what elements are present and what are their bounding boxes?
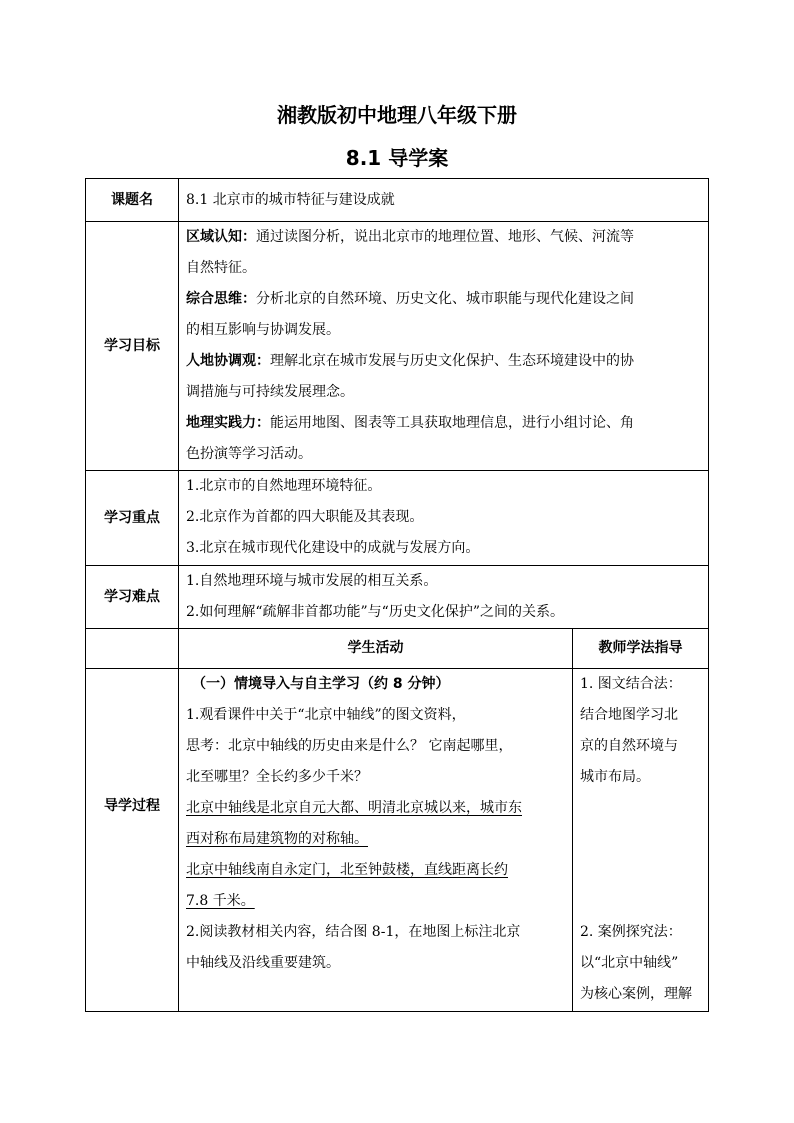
guidance-line: 1. 图文结合法： <box>580 676 682 692</box>
teacher-guidance-content <box>573 669 709 1012</box>
guidance-line: 以“北京中轴线” <box>580 955 679 971</box>
topic-text: 8.1 北京市的城市特征与建设成就 <box>186 191 395 208</box>
key-point-item: 3.北京在城市现代化建设中的成就与发展方向。 <box>186 540 480 556</box>
difficulties-content <box>179 566 709 629</box>
lesson-plan-table <box>85 178 709 1012</box>
goal-line: 的相互影响与协调发展。 <box>186 322 340 338</box>
question-line: 1.观看课件中关于“北京中轴线”的图文资料， <box>186 707 466 723</box>
question-line: 北至哪里？全长约多少千米？ <box>186 769 368 785</box>
key-points-content <box>179 471 709 566</box>
guidance-line: 为核心案例，理解 <box>580 986 692 1002</box>
student-activity-content <box>179 669 573 1012</box>
topic-row <box>86 179 709 222</box>
student-activity-header: 学生活动 <box>179 629 573 669</box>
guidance-line: 2. 案例探究法： <box>580 924 682 940</box>
key-point-item: 1.北京市的自然地理环境特征。 <box>186 478 382 494</box>
document-title: 湘教版初中地理八年级下册 <box>277 103 517 127</box>
answer-line: 7.8 千米。 <box>186 893 255 909</box>
document-subtitle: 8.1 导学案 <box>345 146 449 170</box>
process-row <box>86 669 709 1012</box>
goal-line: 自然特征。 <box>186 260 256 276</box>
goal-item: 地理实践力：能运用地图、图表等工具获取地理信息，进行小组讨论、角 <box>186 415 634 431</box>
goal-item: 综合思维：分析北京的自然环境、历史文化、城市职能与现代化建设之间 <box>186 291 634 307</box>
difficulties-label: 学习难点 <box>86 566 179 629</box>
answer-line: 北京中轴线是北京自元大都、明清北京城以来，城市东 <box>186 800 522 816</box>
key-points-label: 学习重点 <box>86 471 179 566</box>
difficulty-item: 2.如何理解“疏解非首都功能”与“历史文化保护”之间的关系。 <box>186 604 564 620</box>
guidance-line: 京的自然环境与 <box>580 738 678 754</box>
section-heading: （一）情境导入与自主学习（约 8 分钟） <box>192 676 450 692</box>
question-line: 中轴线及沿线重要建筑。 <box>186 955 340 971</box>
question-line: 思考：北京中轴线的历史由来是什么？ 它南起哪里， <box>186 738 513 754</box>
difficulties-row <box>86 566 709 629</box>
guidance-line: 城市布局。 <box>580 769 650 785</box>
goals-label: 学习目标 <box>86 222 179 471</box>
goal-line: 调措施与可持续发展理念。 <box>186 384 354 400</box>
goal-item: 区域认知：通过读图分析，说出北京市的地理位置、地形、气候、河流等 <box>186 229 634 245</box>
empty-header-cell <box>86 629 179 669</box>
answer-line: 西对称布局建筑物的对称轴。 <box>186 831 368 847</box>
goal-item: 人地协调观：理解北京在城市发展与历史文化保护、生态环境建设中的协 <box>186 353 634 369</box>
topic-value <box>179 179 709 222</box>
key-points-row <box>86 471 709 566</box>
activity-header-row <box>86 629 709 669</box>
key-point-item: 2.北京作为首都的四大职能及其表现。 <box>186 509 424 525</box>
goals-content <box>179 222 709 471</box>
topic-label: 课题名 <box>86 179 179 222</box>
teacher-guidance-header: 教师学法指导 <box>573 629 709 669</box>
goals-row <box>86 222 709 471</box>
process-label: 导学过程 <box>86 669 179 1012</box>
guidance-block-2 <box>580 917 692 1010</box>
question-line: 2.阅读教材相关内容，结合图 8-1，在地图上标注北京 <box>186 924 521 940</box>
difficulty-item: 1.自然地理环境与城市发展的相互关系。 <box>186 573 438 589</box>
guidance-line: 结合地图学习北 <box>580 707 678 723</box>
answer-line: 北京中轴线南自永定门，北至钟鼓楼，直线距离长约 <box>186 862 508 878</box>
goal-line: 色扮演等学习活动。 <box>186 446 312 462</box>
